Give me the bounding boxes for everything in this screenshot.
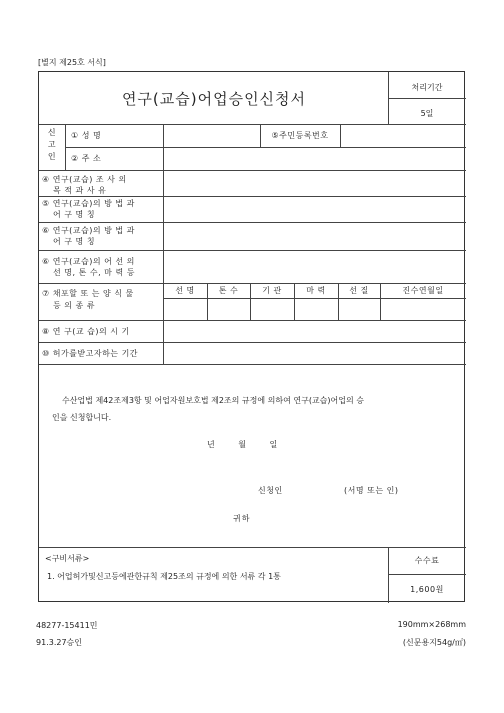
species-label-1: ⑦ 채포할 또 는 양 식 물 <box>42 289 134 298</box>
name-field[interactable] <box>166 127 256 143</box>
applicant-sign-label: 신청인 <box>258 486 283 495</box>
method2-label-1: ⑥ 연구(교습)의 방 법 과 <box>42 226 135 235</box>
fee-value: 1,600원 <box>410 585 444 594</box>
purpose-label-1: ④ 연구(교습) 조 사 의 <box>42 175 127 184</box>
sign-note: (서명 또는 인) <box>344 486 399 495</box>
method2-label-2: 어 구 명 칭 <box>53 237 96 246</box>
statement-text <box>52 392 460 426</box>
address-label: ② 주 소 <box>71 154 102 163</box>
fee-label: 수수료 <box>414 556 440 565</box>
method-label-2: 어 구 명 칭 <box>53 210 96 219</box>
form-number: [별지 제25호 서식] <box>38 58 106 67</box>
application-form <box>38 71 465 602</box>
vessel-header-tonnage: 톤 수 <box>218 286 239 295</box>
footer-approval: 91.3.27승인 <box>36 638 82 647</box>
documents-label: <구비서류> <box>45 554 90 563</box>
form-title: 연구(교습)어업승인신청서 <box>121 89 307 108</box>
applicant-label-2: 고 <box>47 140 57 149</box>
resident-number-label: ⑤주민등록번호 <box>271 131 329 140</box>
period-label: ⑧ 연 구(교 습)의 시 기 <box>42 327 130 336</box>
processing-period-value: 5일 <box>420 109 434 118</box>
permit-period-label: ⑩ 허가를받고자하는 기간 <box>42 349 139 358</box>
processing-period-label: 처리기간 <box>411 83 443 92</box>
vessel-header-horsepower: 마 력 <box>306 286 326 295</box>
species-label-2: 등 의 종 류 <box>53 301 96 310</box>
vessel-header-material: 선 질 <box>349 286 369 295</box>
recipient-label: 귀하 <box>233 514 251 523</box>
resident-number-field[interactable] <box>343 127 463 143</box>
method-label-1: ⑤ 연구(교습)의 방 법 과 <box>42 199 135 208</box>
footer-size: 190mm×268mm <box>397 620 466 629</box>
vessel-label-2: 선 명, 톤 수, 마 력 등 <box>53 268 135 277</box>
date-line: 년 월 일 <box>207 440 278 449</box>
footer-form-code: 48277-15411민 <box>36 621 98 630</box>
name-label: ① 성 명 <box>71 131 102 140</box>
statement-line-2: 인을 신청합니다. <box>52 413 112 422</box>
vessel-header-engine: 기 관 <box>262 286 282 295</box>
applicant-label-1: 신 <box>47 128 57 137</box>
purpose-label-2: 목 적 과 사 유 <box>53 186 107 195</box>
applicant-label-3: 인 <box>47 152 57 161</box>
footer-paper: (신문용지54g/㎡) <box>402 638 466 647</box>
vessel-label-1: ⑥ 연구(교습)의 어 선 의 <box>42 257 135 266</box>
vessel-header-launch-date: 진수연월일 <box>402 286 444 295</box>
documents-item: 1. 어업허가및신고등에관한규칙 제25조의 규정에 의한 서류 각 1통 <box>47 572 281 581</box>
vessel-header-name: 선 명 <box>175 286 195 295</box>
statement-line-1: 수산업법 제42조제3항 및 어업자원보호법 제2조의 규정에 의하여 연구(교습)어업의 승 <box>62 396 364 405</box>
address-field[interactable] <box>166 150 463 167</box>
